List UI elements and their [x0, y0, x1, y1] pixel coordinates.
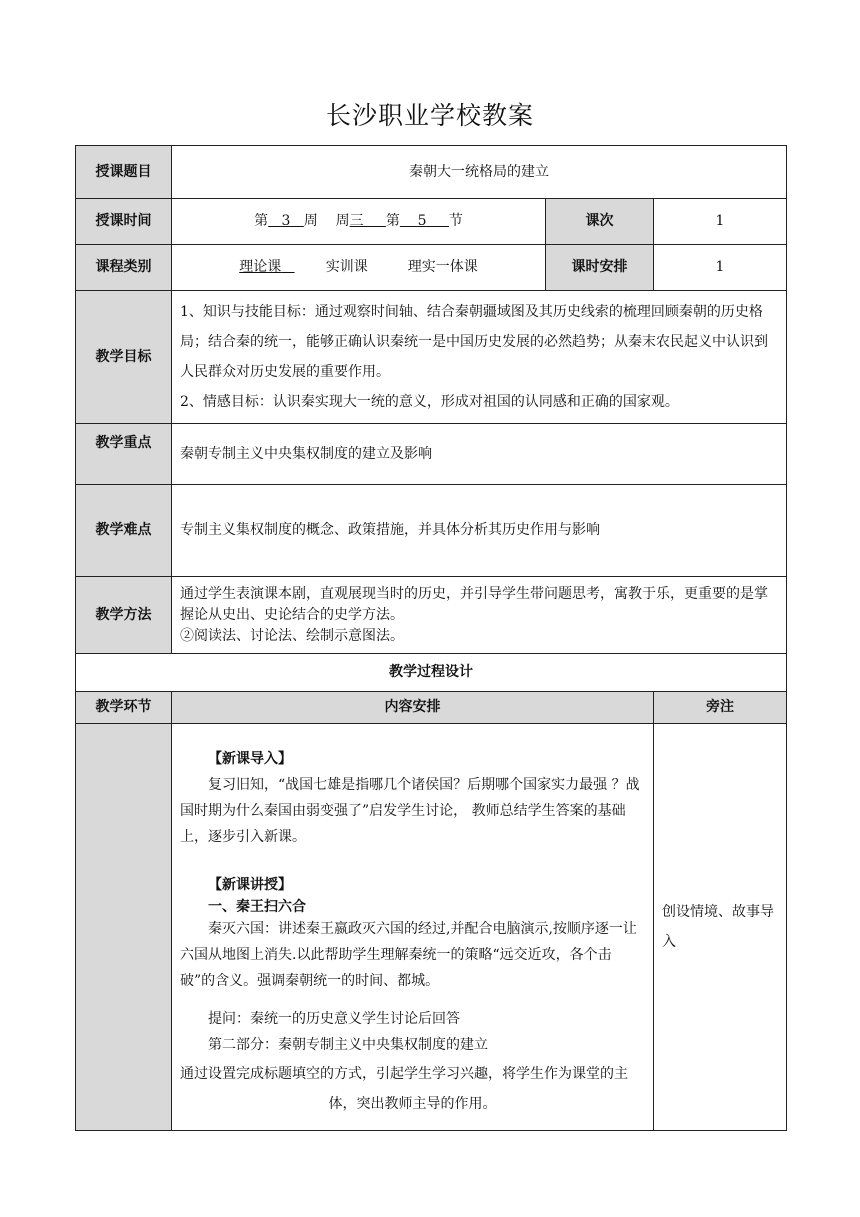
- objectives-emotion: 2、情感目标：认识秦实现大一统的意义，形成对祖国的认同感和正确的国家观。: [180, 394, 679, 410]
- intro-heading: 【新课导入】: [208, 751, 292, 767]
- part-two-text-1: 通过设置完成标题填空的方式，引起学生学习兴趣，将学生作为课堂的主: [180, 1066, 628, 1082]
- difficulty-label: 教学难点: [76, 485, 172, 577]
- intro-text: 复习旧知，“战国七雄是指哪几个诸侯国？后期哪个国家实力最强 ？战国时期为什么秦国由弱变强了”启发学生讨论， 教师总结学生答案的基础上，逐步引入新课。: [180, 777, 640, 845]
- question-text: 提问：秦统一的历史意义学生讨论后回答: [208, 1011, 460, 1027]
- row-type: [76, 245, 787, 291]
- column-content: 内容安排: [172, 692, 654, 724]
- topic-value: 秦朝大一统格局的建立: [172, 146, 787, 199]
- type-option-practice: 实训课: [325, 259, 368, 276]
- section-one-text: 秦灭六国：讲述秦王嬴政灭六国的经过,并配合电脑演示,按顺序逐一让六国从地图上消失.以此帮助学生理解秦统一的策略“远交近攻，各个击破”的含义。强调秦朝统一的时间、都城。: [180, 921, 637, 989]
- objectives-label: 教学目标: [76, 291, 172, 424]
- objectives-knowledge: 1、知识与技能目标：通过观察时间轴、结合秦朝疆域图及其历史线索的梳理回顾秦朝的历史格局；结合秦的统一，能够正确认识秦统一是中国历史发展的必然趋势；从秦末农民起义中认识到人民群众对历史发展的重要作用。: [180, 304, 768, 380]
- column-notes: 旁注: [654, 692, 787, 724]
- period-prefix: 第: [385, 213, 400, 230]
- page-title: 长沙职业学校教案: [325, 101, 534, 130]
- stage-cell: [76, 724, 172, 1131]
- type-option-theory: 理论课: [239, 259, 282, 276]
- type-options: [172, 245, 546, 291]
- content-cell: [172, 724, 654, 1131]
- row-time: [76, 199, 787, 245]
- hours-label: 课时安排: [546, 245, 654, 291]
- part-two-text-2: 体，突出教师主导的作用。: [328, 1096, 497, 1112]
- time-value: [172, 199, 546, 245]
- week-word: 周: [303, 213, 318, 230]
- day-prefix: 周: [335, 213, 350, 230]
- column-stage: 教学环节: [76, 692, 172, 724]
- period-value: 5: [417, 213, 427, 230]
- section-one-title: 一、秦王扫六合: [208, 899, 306, 915]
- method-list: ②阅读法、讨论法、绘制示意图法。: [180, 627, 404, 644]
- hours-value: 1: [654, 245, 787, 291]
- session-label: 课次: [546, 199, 654, 245]
- session-value: 1: [654, 199, 787, 245]
- row-process-columns: [76, 692, 787, 724]
- type-option-integrated: 理实一体课: [407, 259, 478, 276]
- difficulty-value: 专制主义集权制度的概念、政策措施，并具体分析其历史作用与影响: [172, 485, 787, 577]
- method-label: 教学方法: [76, 577, 172, 654]
- method-text: 通过学生表演课本剧，直观展现当时的历史，并引导学生带问题思考，寓教于乐，更重要的是掌握论从史出、史论结合的史学方法。: [180, 585, 768, 623]
- part-two-title: 第二部分：秦朝专制主义中央集权制度的建立: [208, 1037, 488, 1053]
- row-topic: [76, 146, 787, 199]
- teach-heading: 【新课讲授】: [208, 877, 292, 893]
- method-content: [172, 577, 787, 654]
- type-label: 课程类别: [76, 245, 172, 291]
- day-value: 三: [349, 213, 364, 230]
- row-objectives: [76, 291, 787, 424]
- row-process-heading: [76, 654, 787, 692]
- time-label: 授课时间: [76, 199, 172, 245]
- topic-label: 授课题目: [76, 146, 172, 199]
- lesson-plan-table: [75, 145, 787, 1131]
- row-keypoint: [76, 424, 787, 485]
- week-number: 3: [281, 213, 291, 230]
- keypoint-value: 秦朝专制主义中央集权制度的建立及影响: [172, 424, 787, 485]
- keypoint-label: 教学重点: [76, 424, 172, 485]
- week-prefix: 第: [254, 213, 269, 230]
- row-difficulty: [76, 485, 787, 577]
- period-suffix: 节: [448, 213, 463, 230]
- objectives-content: [172, 291, 787, 424]
- process-heading: 教学过程设计: [76, 654, 787, 692]
- row-process-content: [76, 724, 787, 1131]
- notes-cell: 创设情境、故事导入: [654, 724, 787, 1131]
- row-method: [76, 577, 787, 654]
